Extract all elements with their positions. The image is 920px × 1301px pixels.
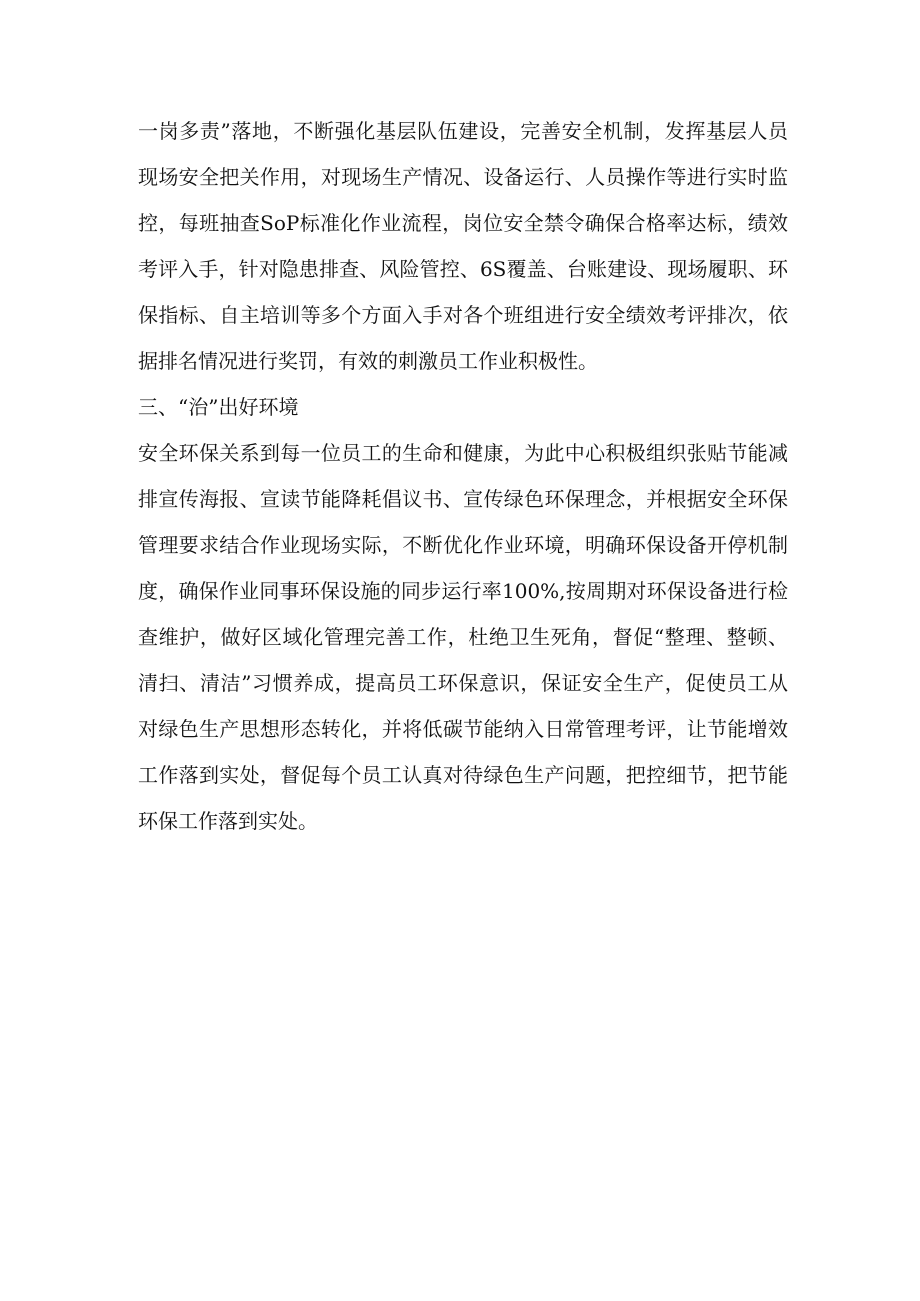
paragraph-line: 考评入手，针对隐患排查、风险管控、6S覆盖、台账建设、现场履职、环 — [138, 257, 788, 281]
paragraph-line: 管理要求结合作业现场实际，不断优化作业环境，明确环保设备开停机制 — [138, 533, 788, 557]
paragraph-line: 查维护，做好区域化管理完善工作，杜绝卫生死角，督促“整理、整顿、 — [138, 625, 788, 649]
document-body — [138, 108, 788, 844]
paragraph-line: 工作落到实处，督促每个员工认真对待绿色生产问题，把控细节，把节能 — [138, 763, 788, 787]
paragraph-line: 现场安全把关作用，对现场生产情况、设备运行、人员操作等进行实时监 — [138, 165, 788, 189]
section-heading: 三、“治”出好环境 — [138, 395, 299, 419]
paragraph-line: 一岗多责”落地，不断强化基层队伍建设，完善安全机制，发挥基层人员 — [138, 119, 788, 143]
paragraph-line: 保指标、自主培训等多个方面入手对各个班组进行安全绩效考评排次，依 — [138, 303, 788, 327]
paragraph-line: 控，每班抽查SoP标准化作业流程，岗位安全禁令确保合格率达标，绩效 — [138, 211, 788, 235]
paragraph-line: 环保工作落到实处。 — [138, 809, 318, 833]
paragraph-line: 清扫、清洁”习惯养成，提高员工环保意识，保证安全生产，促使员工从 — [138, 671, 788, 695]
paragraph-line: 安全环保关系到每一位员工的生命和健康，为此中心积极组织张贴节能减 — [138, 441, 788, 465]
paragraph-line: 据排名情况进行奖罚，有效的刺激员工作业积极性。 — [138, 349, 598, 373]
paragraph-line: 度，确保作业同事环保设施的同步运行率100%,按周期对环保设备进行检 — [138, 579, 788, 603]
paragraph-line: 对绿色生产思想形态转化，并将低碳节能纳入日常管理考评，让节能增效 — [138, 717, 788, 741]
paragraph-line: 排宣传海报、宣读节能降耗倡议书、宣传绿色环保理念，并根据安全环保 — [138, 487, 788, 511]
